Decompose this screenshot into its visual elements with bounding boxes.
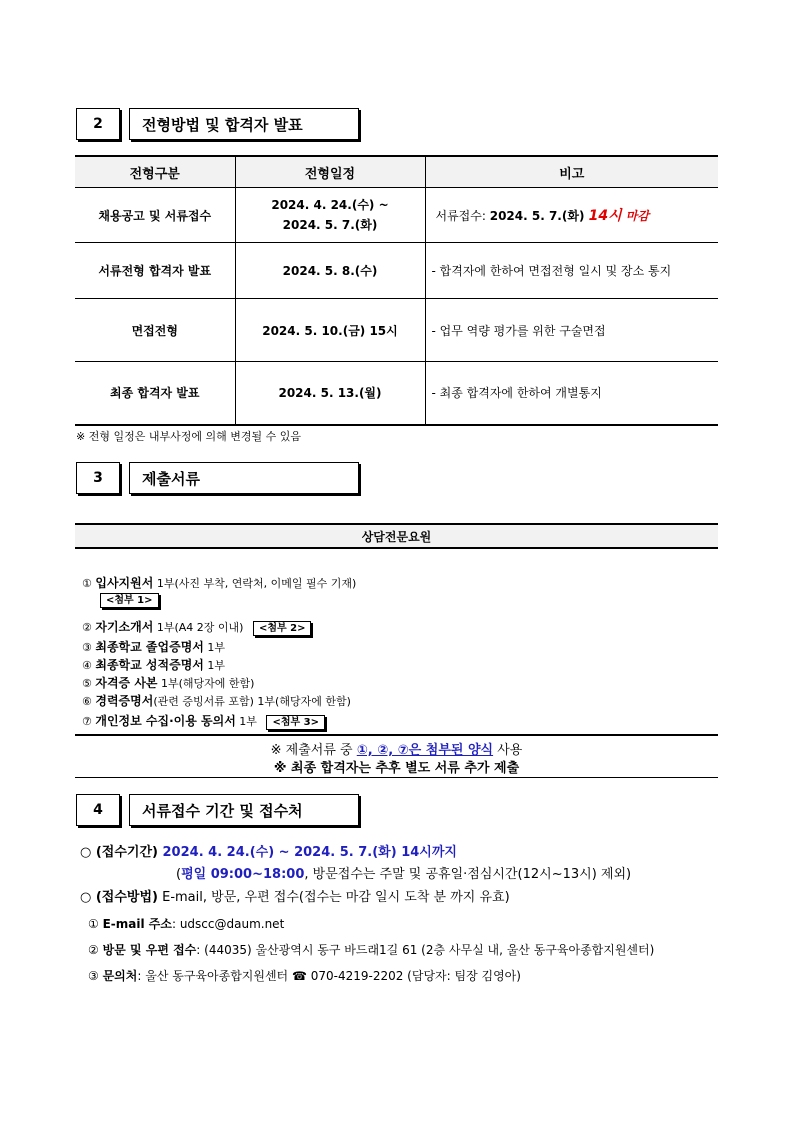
- contact-email: [88, 915, 284, 932]
- item-number: ⑤: [82, 677, 92, 690]
- schedule-stage: 면접전형: [75, 299, 235, 362]
- schedule-note: [425, 188, 718, 243]
- divider: [75, 734, 718, 736]
- contact-label: 문의처: [102, 969, 138, 983]
- section-3-title: 제출서류: [129, 462, 359, 494]
- section-4-title: 서류접수 기간 및 접수처: [129, 794, 359, 826]
- period-value: 2024. 4. 24.(수) ~ 2024. 5. 7.(화) 14시까지: [162, 845, 457, 860]
- schedule-date: [235, 188, 425, 243]
- documents-note-1: [75, 739, 718, 758]
- list-item: [82, 574, 356, 591]
- item-name: 최종학교 성적증명서: [95, 658, 204, 672]
- schedule-header-row: [75, 156, 718, 188]
- divider: [75, 777, 718, 778]
- schedule-stage: 서류전형 합격자 발표: [75, 243, 235, 299]
- item-name: 입사지원서: [95, 576, 154, 590]
- position-bar: 상담전문요원: [75, 523, 718, 549]
- contact-value: : udscc@daum.net: [171, 917, 285, 931]
- reception-method: [80, 886, 510, 905]
- item-name: 개인정보 수집·이용 동의서: [95, 714, 236, 728]
- item-number: ③: [88, 969, 99, 983]
- list-item: [82, 618, 311, 636]
- period-label: ○ (접수기간): [80, 845, 163, 860]
- schedule-header-date: 전형일정: [235, 156, 425, 188]
- hours-open: (: [176, 867, 182, 882]
- reception-hours: [176, 863, 631, 882]
- schedule-header-stage: 전형구분: [75, 156, 235, 188]
- section-2-number: 2: [76, 108, 120, 140]
- contact-address: [88, 941, 654, 958]
- note-attached-forms: ①, ②, ⑦은 첨부된 양식: [356, 743, 494, 758]
- schedule-date-start: 2024. 4. 24.(수) ~: [271, 198, 389, 212]
- table-row: [75, 243, 718, 299]
- note-date: 2024. 5. 7.(화): [489, 209, 589, 223]
- table-row: [75, 188, 718, 243]
- list-item: [82, 674, 254, 691]
- list-item: [82, 638, 225, 655]
- table-row: [75, 299, 718, 362]
- item-number: ⑥: [82, 695, 92, 708]
- note-suffix: 사용: [493, 743, 523, 758]
- reception-period: [80, 841, 457, 860]
- item-name: 자기소개서: [95, 620, 154, 634]
- item-number: ①: [88, 917, 99, 931]
- attachment-2-badge: <첨부 2>: [253, 621, 312, 636]
- list-item: [82, 712, 325, 730]
- note-deadline-suffix: 마감: [621, 209, 649, 223]
- schedule-stage: 채용공고 및 서류접수: [75, 188, 235, 243]
- schedule-note: - 합격자에 한하여 면접전형 일시 및 장소 통지: [425, 243, 718, 299]
- method-value: E-mail, 방문, 우편 접수(접수는 마감 일시 도착 분 까지 유효): [157, 890, 510, 905]
- contact-label: 방문 및 우편 접수: [102, 943, 197, 957]
- list-item: [82, 692, 351, 709]
- method-label: ○ (접수방법): [80, 890, 158, 905]
- item-name: 최종학교 졸업증명서: [95, 640, 204, 654]
- attachment-1-badge: <첨부 1>: [100, 593, 159, 608]
- schedule-date: 2024. 5. 13.(월): [235, 362, 425, 425]
- item-detail: 1부: [203, 641, 226, 654]
- schedule-date-end: 2024. 5. 7.(화): [282, 218, 378, 232]
- list-item: [94, 593, 159, 608]
- item-name: 자격증 사본: [95, 676, 158, 690]
- note-prefix: 서류접수:: [435, 209, 490, 223]
- item-number: ②: [82, 621, 92, 634]
- item-detail: 1부(사진 부착, 연락처, 이메일 필수 기재): [153, 577, 357, 590]
- hours-rest: , 방문접수는 주말 및 공휴일·점심시간(12시~13시) 제외): [304, 867, 632, 882]
- item-number: ①: [82, 577, 92, 590]
- item-number: ⑦: [82, 715, 92, 728]
- item-name: 경력증명서: [95, 694, 154, 708]
- item-detail: 1부(해당자에 한함): [157, 677, 255, 690]
- section-4-number: 4: [76, 794, 120, 826]
- contact-value: : (44035) 울산광역시 동구 바드래1길 61 (2층 사무실 내, 울산 동구육아종합지원센터): [196, 943, 655, 957]
- attachment-3-badge: <첨부 3>: [266, 715, 325, 730]
- item-detail: (관련 증빙서류 포함) 1부(해당자에 한함): [153, 695, 351, 708]
- item-detail: 1부(A4 2장 이내): [153, 621, 244, 634]
- item-detail: 1부: [235, 715, 257, 728]
- documents-note-2: ※ 최종 합격자는 추후 별도 서류 추가 제출: [273, 761, 520, 776]
- item-number: ②: [88, 943, 99, 957]
- schedule-stage: 최종 합격자 발표: [75, 362, 235, 425]
- contact-inquiry: [88, 967, 521, 984]
- note-prefix: ※ 제출서류 중: [270, 743, 357, 758]
- hours-value: 평일 09:00~18:00: [181, 867, 305, 882]
- note-deadline-hour: 14시: [588, 208, 622, 224]
- contact-value: : 울산 동구육아종합지원센터 ☎ 070-4219-2202 (담당자: 팀장 김영아): [137, 969, 521, 983]
- section-3-number: 3: [76, 462, 120, 494]
- schedule-date: 2024. 5. 8.(수): [235, 243, 425, 299]
- item-number: ③: [82, 641, 92, 654]
- item-detail: 1부: [203, 659, 226, 672]
- schedule-header-note: 비고: [425, 156, 718, 188]
- schedule-footnote: ※ 전형 일정은 내부사정에 의해 변경될 수 있음: [76, 430, 301, 443]
- schedule-note: - 업무 역량 평가를 위한 구술면접: [425, 299, 718, 362]
- schedule-note: - 최종 합격자에 한하여 개별통지: [425, 362, 718, 425]
- schedule-table: [75, 155, 718, 426]
- section-2-title: 전형방법 및 합격자 발표: [129, 108, 359, 140]
- list-item: [82, 656, 225, 673]
- contact-label: E-mail 주소: [102, 917, 172, 931]
- table-row: [75, 362, 718, 425]
- item-number: ④: [82, 659, 92, 672]
- schedule-date: 2024. 5. 10.(금) 15시: [235, 299, 425, 362]
